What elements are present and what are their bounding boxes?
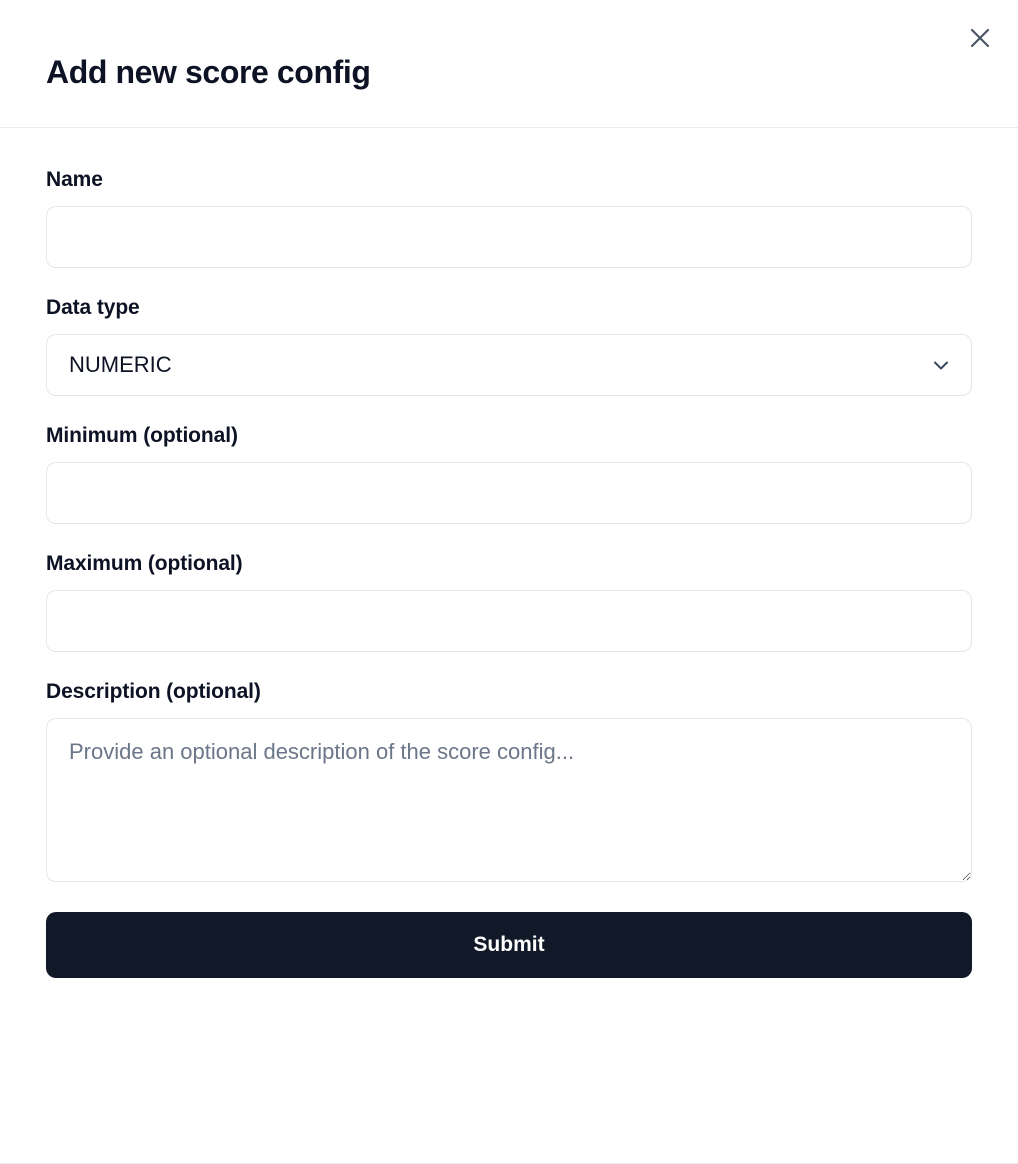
field-maximum: [46, 552, 972, 652]
field-data-type: [46, 296, 972, 396]
maximum-label: Maximum (optional): [46, 552, 243, 575]
data-type-selected-value: NUMERIC: [69, 352, 172, 377]
field-minimum: [46, 424, 972, 524]
field-name: [46, 168, 972, 268]
data-type-label: Data type: [46, 296, 140, 319]
description-textarea-wrap: [46, 718, 972, 882]
close-button[interactable]: [964, 22, 996, 54]
submit-button[interactable]: Submit: [46, 912, 972, 978]
name-label: Name: [46, 168, 103, 191]
data-type-select[interactable]: [46, 334, 972, 396]
close-icon: [967, 25, 993, 51]
minimum-input[interactable]: [46, 462, 972, 524]
dialog-header: [0, 0, 1018, 128]
field-description: [46, 680, 972, 882]
dialog-body: [0, 128, 1018, 978]
data-type-select-wrap: [46, 334, 972, 396]
description-textarea[interactable]: [46, 718, 972, 882]
maximum-input[interactable]: [46, 590, 972, 652]
page-title: Add new score config: [46, 54, 371, 90]
description-label: Description (optional): [46, 680, 261, 703]
minimum-label: Minimum (optional): [46, 424, 238, 447]
name-input[interactable]: [46, 206, 972, 268]
